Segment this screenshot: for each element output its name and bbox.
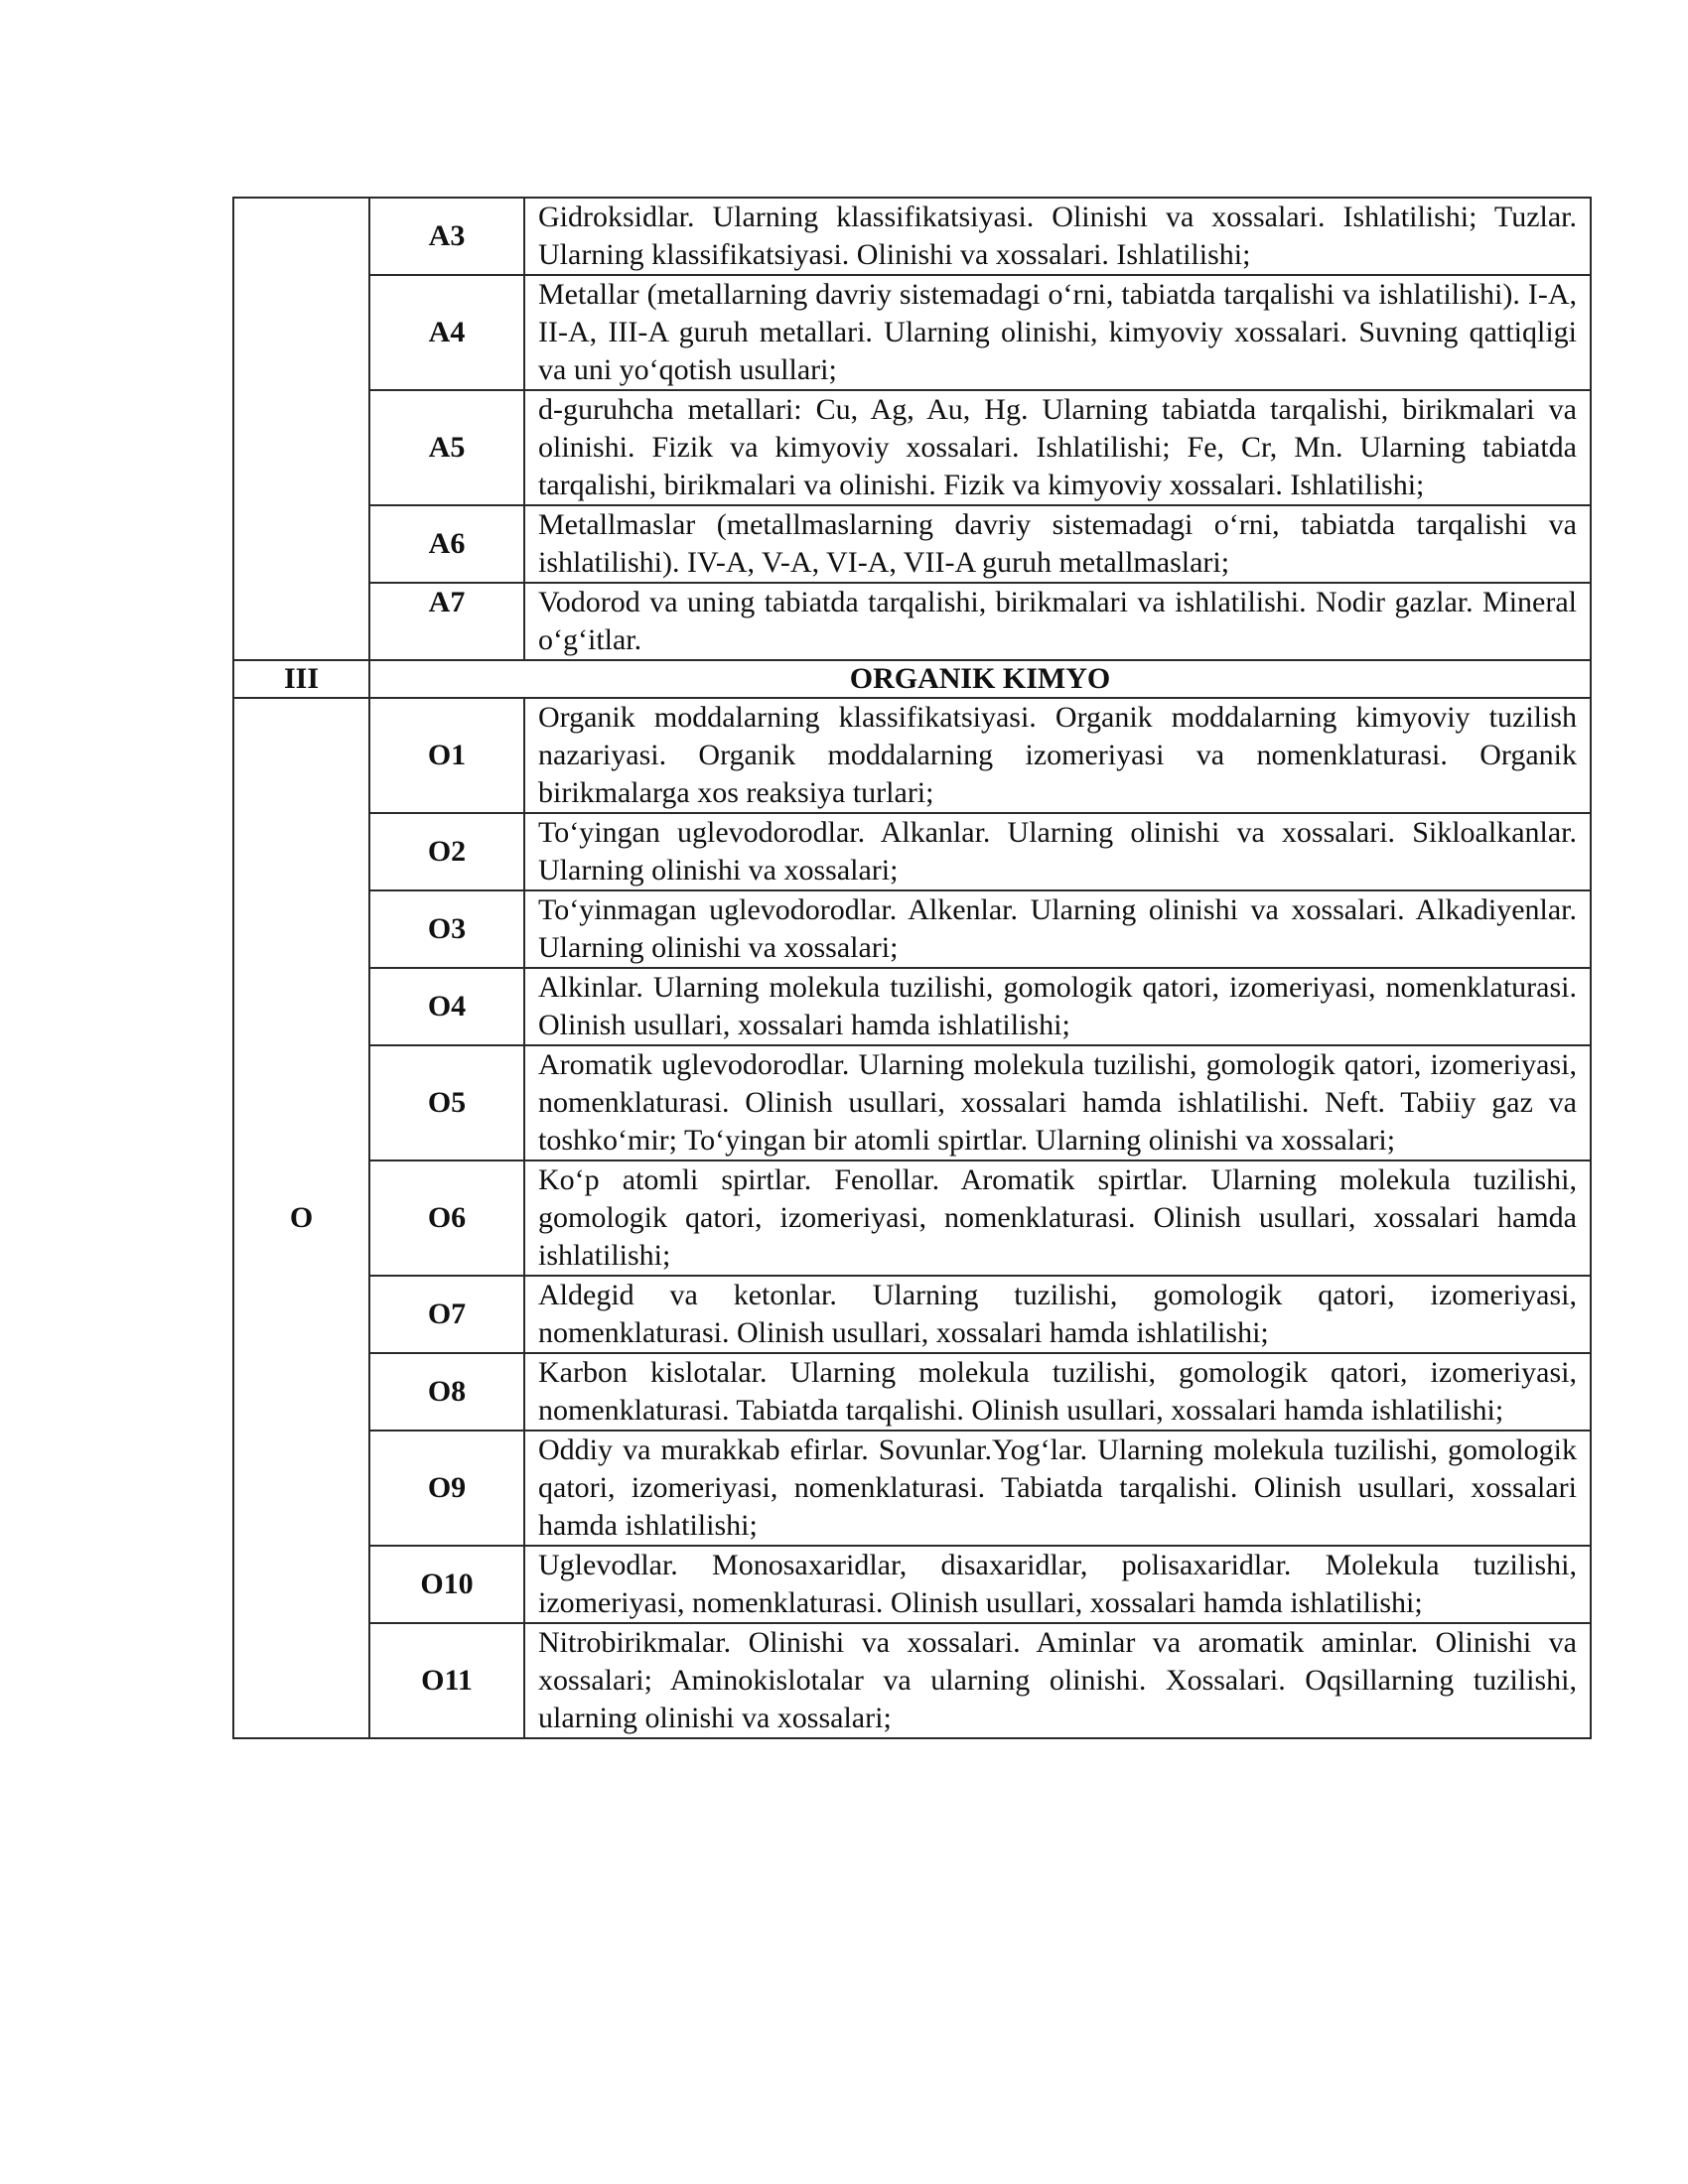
syllabus-table <box>232 197 1592 1739</box>
topic-code: O5 <box>369 1045 524 1160</box>
table-row <box>233 275 1591 390</box>
topic-description: Metallar (metallarning davriy sistemadagi o‘rni, tabiatda tarqalishi va ishlatilishi). I-A, II-A, III-A guruh metallari. Ularning olinishi, kimyoviy xossalari. Suvning qattiqligi va uni yo‘qotish usullari; <box>524 275 1591 390</box>
topic-code: O3 <box>369 890 524 968</box>
topic-description: Ko‘p atomli spirtlar. Fenollar. Aromatik spirtlar. Ularning molekula tuzilishi, gomologik qatori, izomeriyasi, nomenklaturasi. Olinish usullari, xossalari hamda ishlatilishi; <box>524 1160 1591 1276</box>
topic-description: To‘yingan uglevodorodlar. Alkanlar. Ularning olinishi va xossalari. Sikloalkanlar. Ularning olinishi va xossalari; <box>524 813 1591 890</box>
topic-description: Nitrobirikmalar. Olinishi va xossalari. Aminlar va aromatik aminlar. Olinishi va xossalari; Aminokislotalar va ularning olinishi. Xossalari. Oqsillarning tuzilishi, ularning olinishi va xossalari; <box>524 1623 1591 1738</box>
topic-code: A7 <box>369 583 524 660</box>
topic-code: A5 <box>369 390 524 505</box>
table-row <box>233 390 1591 505</box>
topic-description: Aldegid va ketonlar. Ularning tuzilishi, gomologik qatori, izomeriyasi, nomenklaturasi. Olinish usullari, xossalari hamda ishlatilishi; <box>524 1276 1591 1353</box>
section-title: ORGANIK KIMYO <box>369 660 1591 698</box>
table-row <box>233 1045 1591 1160</box>
topic-description: Oddiy va murakkab efirlar. Sovunlar.Yog‘lar. Ularning molekula tuzilishi, gomologik qatori, izomeriyasi, nomenklaturasi. Tabiatda tarqalishi. Olinish usullari, xossalari hamda ishlatilishi; <box>524 1431 1591 1546</box>
topic-code: O8 <box>369 1353 524 1431</box>
topic-code: O11 <box>369 1623 524 1738</box>
topic-description: Uglevodlar. Monosaxaridlar, disaxaridlar, polisaxaridlar. Molekula tuzilishi, izomeriyasi, nomenklaturasi. Olinish usullari, xossalari hamda ishlatilishi; <box>524 1546 1591 1623</box>
table-row <box>233 698 1591 813</box>
section-letter: O <box>233 698 369 1738</box>
table-row <box>233 1353 1591 1431</box>
topic-code: O6 <box>369 1160 524 1276</box>
topic-description: Alkinlar. Ularning molekula tuzilishi, gomologik qatori, izomeriyasi, nomenklaturasi. Olinish usullari, xossalari hamda ishlatilishi; <box>524 968 1591 1045</box>
table-row <box>233 890 1591 968</box>
topic-description: Metallmaslar (metallmaslarning davriy sistemadagi o‘rni, tabiatda tarqalishi va ishlatilishi). IV-A, V-A, VI-A, VII-A guruh metallmaslari; <box>524 505 1591 583</box>
syllabus-table-body <box>233 198 1591 1738</box>
table-row <box>233 505 1591 583</box>
section-heading-row <box>233 660 1591 698</box>
topic-code: O1 <box>369 698 524 813</box>
table-row <box>233 1623 1591 1738</box>
topic-code: A6 <box>369 505 524 583</box>
table-row <box>233 968 1591 1045</box>
topic-code: O2 <box>369 813 524 890</box>
table-row <box>233 1160 1591 1276</box>
topic-description: Vodorod va uning tabiatda tarqalishi, birikmalari va ishlatilishi. Nodir gazlar. Mineral o‘g‘itlar. <box>524 583 1591 660</box>
topic-code: O4 <box>369 968 524 1045</box>
table-row <box>233 1546 1591 1623</box>
topic-description: Gidroksidlar. Ularning klassifikatsiyasi. Olinishi va xossalari. Ishlatilishi; Tuzlar. Ularning klassifikatsiyasi. Olinishi va xossalari. Ishlatilishi; <box>524 198 1591 275</box>
section-cell-blank <box>233 198 369 660</box>
topic-description: To‘yinmagan uglevodorodlar. Alkenlar. Ularning olinishi va xossalari. Alkadiyenlar. Ularning olinishi va xossalari; <box>524 890 1591 968</box>
section-numeral: III <box>233 660 369 698</box>
topic-description: Aromatik uglevodorodlar. Ularning molekula tuzilishi, gomologik qatori, izomeriyasi, nomenklaturasi. Olinish usullari, xossalari hamda ishlatilishi. Neft. Tabiiy gaz va toshko‘mir; To‘yingan bir atomli spirtlar. Ularning olinishi va xossalari; <box>524 1045 1591 1160</box>
topic-code: A4 <box>369 275 524 390</box>
table-row <box>233 813 1591 890</box>
topic-description: Karbon kislotalar. Ularning molekula tuzilishi, gomologik qatori, izomeriyasi, nomenklaturasi. Tabiatda tarqalishi. Olinish usullari, xossalari hamda ishlatilishi; <box>524 1353 1591 1431</box>
topic-description: Organik moddalarning klassifikatsiyasi. Organik moddalarning kimyoviy tuzilish nazariyasi. Organik moddalarning izomeriyasi va nomenklaturasi. Organik birikmalarga xos reaksiya turlari; <box>524 698 1591 813</box>
topic-description: d-guruhcha metallari: Cu, Ag, Au, Hg. Ularning tabiatda tarqalishi, birikmalari va olinishi. Fizik va kimyoviy xossalari. Ishlatilishi; Fe, Cr, Mn. Ularning tabiatda tarqalishi, birikmalari va olinishi. Fizik va kimyoviy xossalari. Ishlatilishi; <box>524 390 1591 505</box>
topic-code: O9 <box>369 1431 524 1546</box>
table-row <box>233 583 1591 660</box>
table-row <box>233 198 1591 275</box>
topic-code: A3 <box>369 198 524 275</box>
topic-code: O7 <box>369 1276 524 1353</box>
topic-code: O10 <box>369 1546 524 1623</box>
table-row <box>233 1431 1591 1546</box>
table-row <box>233 1276 1591 1353</box>
